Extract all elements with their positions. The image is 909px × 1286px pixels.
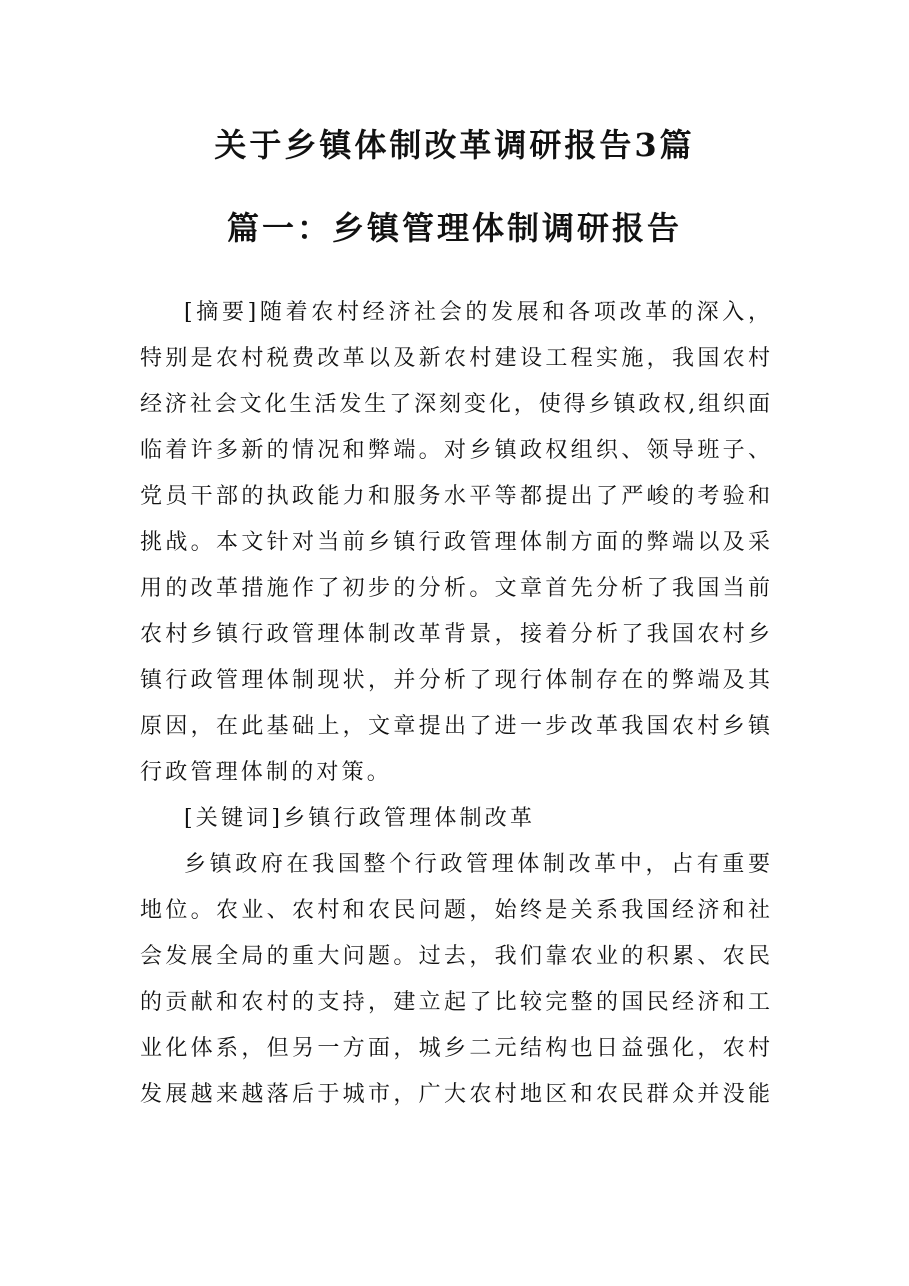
text-line: [摘要]随着农村经济社会的发展和各项改革的深入， xyxy=(184,300,770,325)
text-line: 党员干部的执政能力和服务水平等都提出了严峻的考验和 xyxy=(140,484,770,509)
text-line: 临着许多新的情况和弊端。对乡镇政权组织、领导班子、 xyxy=(140,438,770,463)
text-line: 原因，在此基础上，文章提出了进一步改革我国农村乡镇 xyxy=(140,714,770,739)
text-line: 用的改革措施作了初步的分析。文章首先分析了我国当前 xyxy=(140,576,770,601)
text-line: 地位。农业、农村和农民问题，始终是关系我国经济和社 xyxy=(140,898,770,923)
text-line: 特别是农村税费改革以及新农村建设工程实施，我国农村 xyxy=(140,346,770,371)
body-paragraph xyxy=(140,842,770,1118)
document-subtitle: 篇一：乡镇管理体制调研报告 xyxy=(226,209,682,247)
text-line: 乡镇政府在我国整个行政管理体制改革中，占有重要 xyxy=(184,852,770,877)
text-line: 行政管理体制的对策。 xyxy=(140,760,393,785)
keywords-paragraph xyxy=(140,796,770,842)
text-line: 业化体系，但另一方面，城乡二元结构也日益强化，农村 xyxy=(140,1036,770,1061)
document-body xyxy=(140,290,770,1118)
text-line: 农村乡镇行政管理体制改革背景，接着分析了我国农村乡 xyxy=(140,622,770,647)
text-line: 发展越来越落后于城市，广大农村地区和农民群众并没能 xyxy=(140,1082,770,1107)
text-line: 的贡献和农村的支持，建立起了比较完整的国民经济和工 xyxy=(140,990,770,1015)
text-line: [关键词]乡镇行政管理体制改革 xyxy=(184,806,536,831)
text-line: 经济社会文化生活发生了深刻变化，使得乡镇政权,组织面 xyxy=(140,392,770,417)
text-line: 会发展全局的重大问题。过去，我们靠农业的积累、农民 xyxy=(140,944,770,969)
document-title: 关于乡镇体制改革调研报告3篇 xyxy=(214,126,695,164)
text-line: 挑战。本文针对当前乡镇行政管理体制方面的弊端以及采 xyxy=(140,530,770,555)
abstract-paragraph xyxy=(140,290,770,796)
text-line: 镇行政管理体制现状，并分析了现行体制存在的弊端及其 xyxy=(140,668,770,693)
